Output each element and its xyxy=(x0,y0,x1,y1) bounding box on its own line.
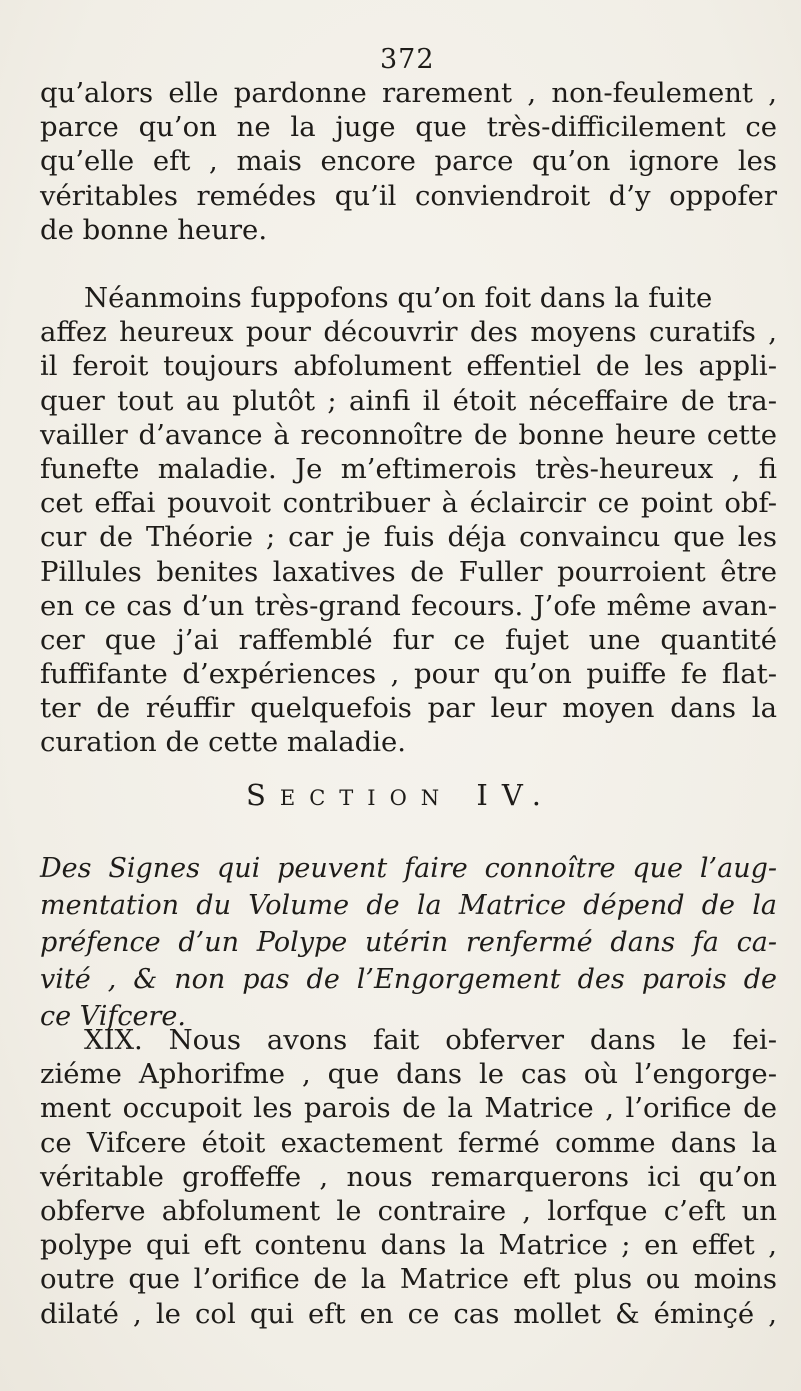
text-line: polype qui eft contenu dans la Matrice ; en effet , xyxy=(40,1229,777,1262)
text-line: ce Vifcere étoit exactement fermé comme dans la xyxy=(40,1126,777,1159)
text-line: Néanmoins fuppofons qu’on foit dans la fuite xyxy=(84,282,713,314)
text-line: parce qu’on ne la juge que très-difficilement ce xyxy=(40,111,777,144)
text-line: outre que l’orifice de la Matrice eft plus ou moins xyxy=(40,1263,777,1296)
paragraph-3 xyxy=(40,1023,777,1331)
section-word: ECTION xyxy=(279,786,454,810)
title-line: Des Signes qui peuvent faire connoître que l’aug- xyxy=(40,853,777,884)
text-line: quer tout au plutôt ; ainfi il étoit néceffaire de tra- xyxy=(40,384,777,417)
section-title xyxy=(40,850,777,1035)
title-line: vité , & non pas de l’Engorgement des parois de xyxy=(40,964,777,995)
title-line: ce Vifcere. xyxy=(40,1001,186,1032)
paragraph-1 xyxy=(40,76,777,247)
text-line: obferve abfolument le contraire , lorfque c’eft un xyxy=(40,1194,777,1227)
text-line: vailler d’avance à reconnoître de bonne heure cette xyxy=(40,418,777,451)
text-line: qu’elle eft , mais encore parce qu’on ignore les xyxy=(40,145,777,178)
text-line: ziéme Aphorifme , que dans le cas où l’engorge- xyxy=(40,1058,777,1091)
section-initial: S xyxy=(246,778,280,812)
section-heading xyxy=(0,778,801,812)
text-line: XIX. Nous avons fait obferver dans le fei- xyxy=(84,1024,777,1056)
text-line: véritables remédes qu’il conviendroit d’y oppofer xyxy=(40,179,777,212)
section-numeral: IV. xyxy=(476,778,555,812)
text-line: funefte maladie. Je m’eftimerois très-heureux , fi xyxy=(40,452,777,485)
paragraph-2 xyxy=(40,281,777,760)
text-line: fuffifante d’expériences , pour qu’on puiffe fe flat- xyxy=(40,658,777,691)
text-line: véritable groffeffe , nous remarquerons ici qu’on xyxy=(40,1160,777,1193)
text-line: de bonne heure. xyxy=(40,213,268,246)
text-line: en ce cas d’un très-grand fecours. J’ofe même avan- xyxy=(40,589,777,622)
title-line: préfence d’un Polype utérin renfermé dans fa ca- xyxy=(40,927,777,958)
text-line: il feroit toujours abfolument effentiel de les appli- xyxy=(40,350,777,383)
text-line: curation de cette maladie. xyxy=(40,726,406,759)
text-line: ment occupoit les parois de la Matrice , l’orifice de xyxy=(40,1092,777,1125)
text-line: cur de Théorie ; car je fuis déja convaincu que les xyxy=(40,521,777,554)
text-line: ter de réuffir quelquefois par leur moyen dans la xyxy=(40,692,777,725)
text-line: affez heureux pour découvrir des moyens curatifs , xyxy=(40,316,777,349)
text-line: dilaté , le col qui eft en ce cas mollet & éminçé , xyxy=(40,1297,777,1330)
page-number: 372 xyxy=(380,44,435,75)
text-line: cer que j’ai raffemblé fur ce fujet une quantité xyxy=(40,623,777,656)
text-line: Pillules benites laxatives de Fuller pourroient être xyxy=(40,555,777,588)
text-line: qu’alors elle pardonne rarement , non-feulement , xyxy=(40,77,777,109)
text-line: cet effai pouvoit contribuer à éclaircir ce point obf- xyxy=(40,487,777,520)
title-line: mentation du Volume de la Matrice dépend de la xyxy=(40,890,777,921)
